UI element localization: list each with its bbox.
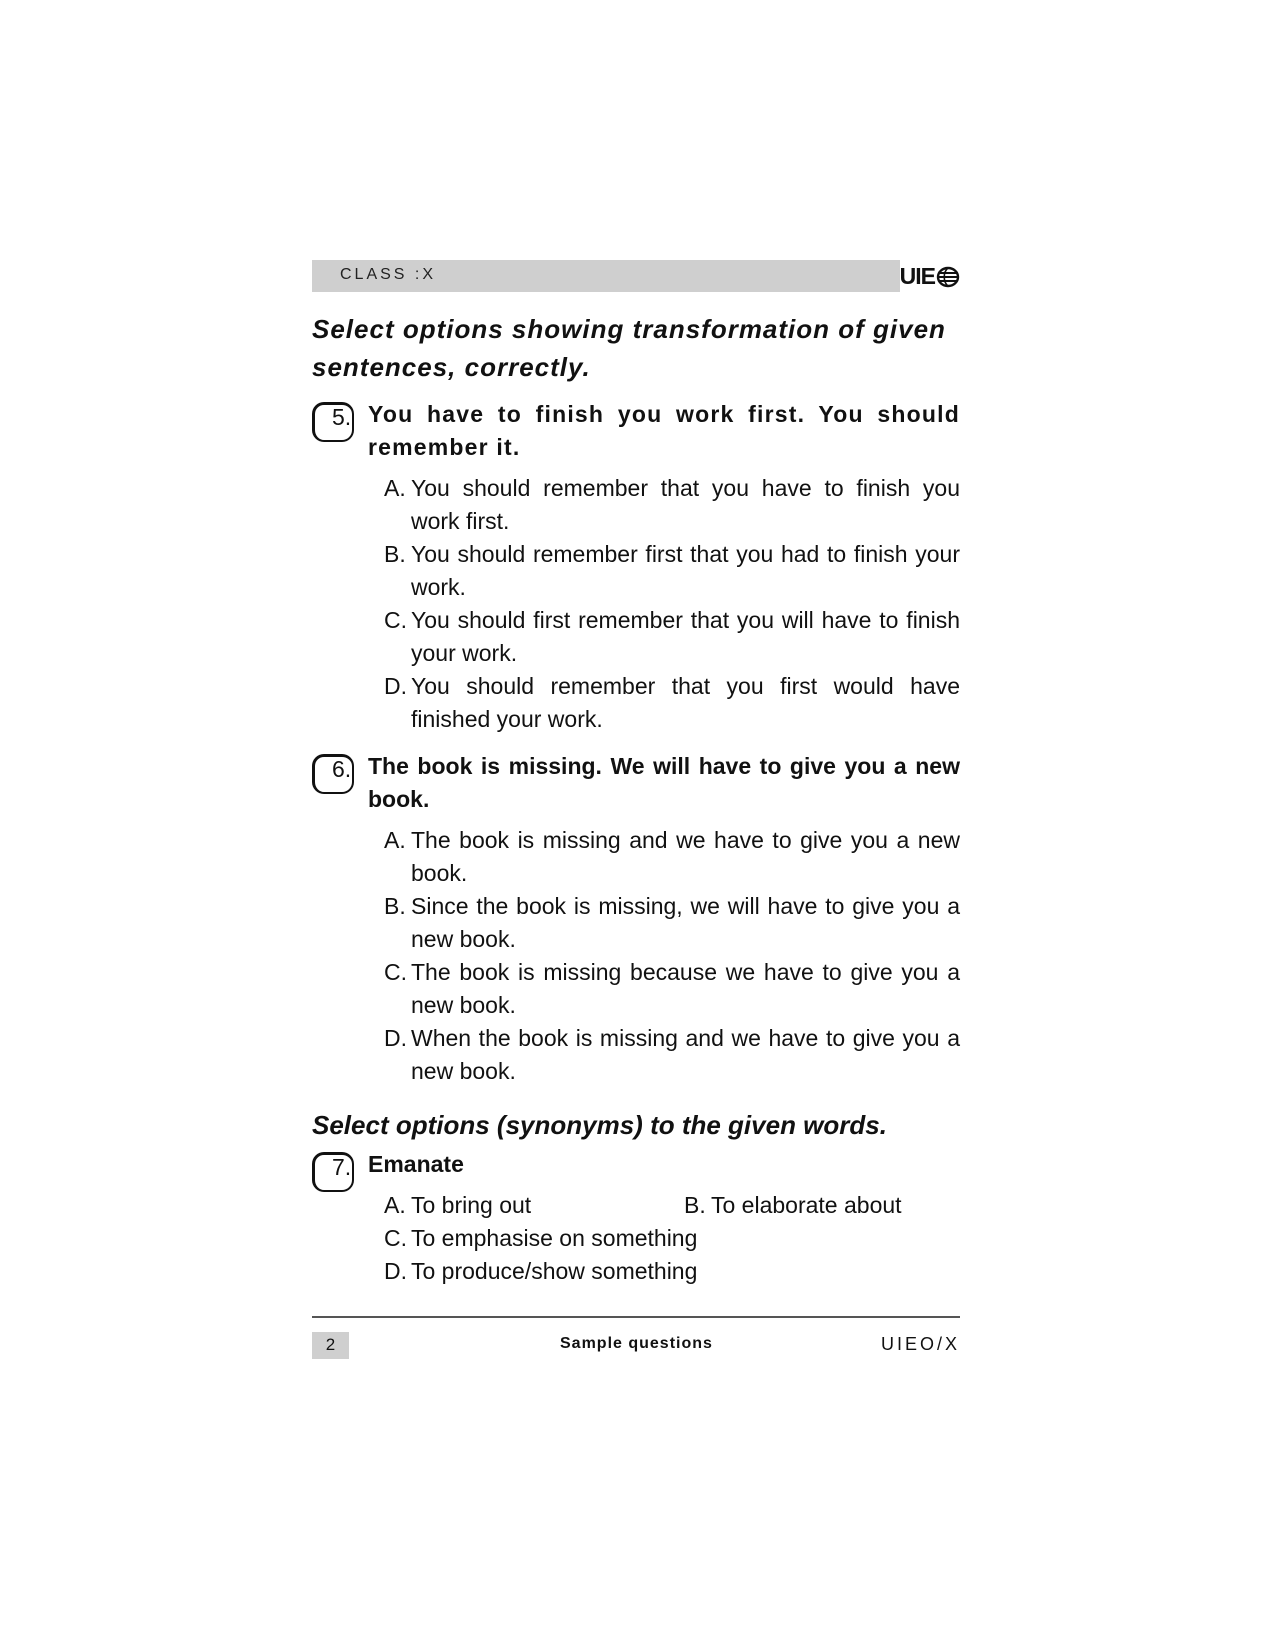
option-b[interactable]: [384, 538, 960, 604]
option-text: The book is missing because we have to give you a new book.: [411, 959, 960, 1018]
option-letter: A.: [384, 827, 406, 853]
page-header: [312, 260, 960, 292]
option-d[interactable]: [384, 670, 960, 736]
logo-text: UIE: [899, 263, 935, 289]
page-number: 2: [325, 1335, 336, 1354]
section-title-line-2: sentences, correctly.: [312, 352, 591, 382]
option-letter: D.: [384, 1025, 407, 1051]
footer-code: UIEO/X: [880, 1334, 960, 1354]
question-text: Emanate: [368, 1151, 464, 1177]
question-number: 6.: [332, 756, 352, 782]
option-letter: B.: [384, 541, 406, 567]
option-a[interactable]: [384, 472, 960, 538]
uieo-logo: [900, 263, 960, 290]
option-letter: B.: [384, 893, 406, 919]
option-text: You should first remember that you will have to finish your work.: [411, 607, 960, 666]
option-letter: C.: [384, 959, 407, 985]
class-label: CLASS :X: [340, 266, 437, 283]
footer-title: Sample questions: [560, 1335, 713, 1352]
footer-divider: [312, 1316, 960, 1318]
option-letter: D.: [384, 1258, 407, 1284]
option-b[interactable]: [384, 890, 960, 956]
option-text: To bring out: [411, 1192, 532, 1218]
option-text: You should remember that you first would have finished your work.: [411, 673, 960, 732]
option-text: To elaborate about: [711, 1192, 902, 1218]
option-text: Since the book is missing, we will have to give you a new book.: [411, 893, 960, 952]
question-number: 7.: [332, 1154, 352, 1180]
option-letter: A.: [384, 475, 406, 501]
section-title-line-1: Select options showing transformation of given: [312, 314, 946, 344]
option-a[interactable]: [384, 824, 960, 890]
header-bar: [312, 260, 900, 292]
option-c[interactable]: [384, 956, 960, 1022]
option-d[interactable]: [384, 1022, 960, 1088]
options-list: [384, 472, 960, 736]
option-text: You should remember first that you had to finish your work.: [411, 541, 960, 600]
option-letter: C.: [384, 607, 407, 633]
option-d[interactable]: [384, 1255, 697, 1288]
option-b[interactable]: [684, 1189, 902, 1222]
question-text: You have to finish you work first. You should remember it.: [368, 401, 960, 460]
question-number: 5.: [332, 404, 352, 430]
option-letter: C.: [384, 1225, 407, 1251]
question-text: The book is missing. We will have to give you a new book.: [368, 753, 960, 812]
globe-icon: [936, 266, 960, 288]
option-c[interactable]: [384, 604, 960, 670]
option-a[interactable]: [384, 1189, 531, 1222]
option-text: To produce/show something: [411, 1258, 698, 1284]
options-list: [384, 1189, 960, 1288]
option-letter: A.: [384, 1192, 406, 1218]
section-title-synonyms: Select options (synonyms) to the given words.: [312, 1110, 887, 1140]
options-row: [384, 1189, 960, 1222]
question-7: [312, 1148, 960, 1288]
option-text: The book is missing and we have to give you a new book.: [411, 827, 960, 886]
options-row: [384, 1255, 960, 1288]
option-letter: D.: [384, 673, 407, 699]
page-number-box: [312, 1332, 349, 1359]
options-list: [384, 824, 960, 1088]
option-text: To emphasise on something: [411, 1225, 698, 1251]
section-title-transformation: [312, 310, 960, 386]
option-c[interactable]: [384, 1222, 697, 1255]
page-content: [312, 260, 960, 1288]
question-6: [312, 750, 960, 1088]
option-letter: B.: [684, 1192, 706, 1218]
option-text: When the book is missing and we have to give you a new book.: [411, 1025, 960, 1084]
question-5: [312, 398, 960, 736]
options-row: [384, 1222, 960, 1255]
option-text: You should remember that you have to finish you work first.: [411, 475, 960, 534]
